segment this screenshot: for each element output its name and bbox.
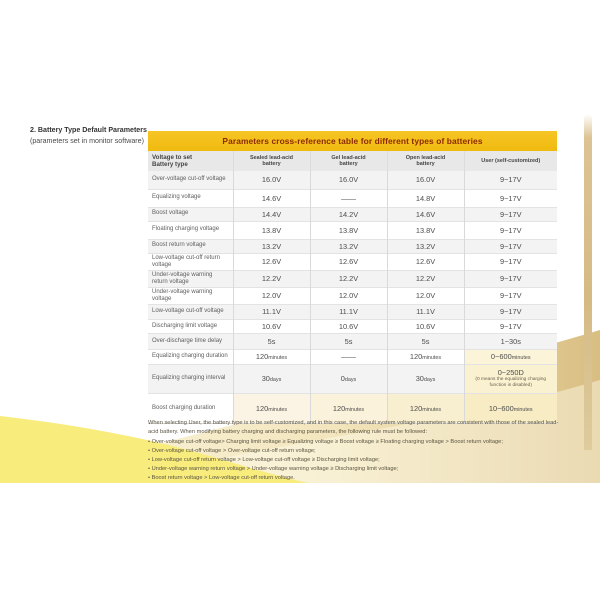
cell: 0~600minutes bbox=[464, 349, 557, 364]
cell: 12.6V bbox=[233, 253, 310, 270]
table-row bbox=[148, 349, 557, 364]
row-label: Discharging limit voltage bbox=[148, 319, 233, 333]
footnote-rule: • Over-voltage cut-off voltage> Charging limit voltage ≥ Equalizing voltage ≥ Boost voltage ≥ Floating charging voltage > Boost return voltage; bbox=[148, 438, 562, 447]
cell: 12.2V bbox=[310, 270, 387, 287]
cell: 10~600minutes bbox=[464, 393, 557, 423]
cell: 14.4V bbox=[233, 207, 310, 221]
cell-note: (0 means the equalizing charging function is disabled) bbox=[475, 377, 547, 389]
footnote-rule: • Over-voltage cut-off voltage > Over-voltage cut-off return voltage; bbox=[148, 447, 562, 456]
table-row bbox=[148, 207, 557, 221]
cell: 9~17V bbox=[464, 253, 557, 270]
footnote-rules bbox=[148, 438, 562, 483]
row-label: Boost charging duration bbox=[148, 393, 233, 423]
header-user-customized: User (self-customized) bbox=[464, 151, 557, 171]
cell: 14.6V bbox=[387, 207, 464, 221]
cell: 12.0V bbox=[387, 287, 464, 304]
row-label: Low-voltage cut-off return voltage bbox=[148, 253, 233, 270]
cell: —— bbox=[310, 189, 387, 207]
footnote-rule: • Under-voltage warning return voltage > Under-voltage warning voltage ≥ Discharging limit voltage; bbox=[148, 465, 562, 474]
table-row bbox=[148, 364, 557, 393]
footnote bbox=[148, 419, 562, 483]
row-label: Floating charging voltage bbox=[148, 221, 233, 239]
cell: 13.2V bbox=[310, 239, 387, 253]
cell: 5s bbox=[310, 333, 387, 349]
footnote-rule: • Boost return voltage > Low-voltage cut-off return voltage. bbox=[148, 474, 562, 483]
table-row bbox=[148, 189, 557, 207]
cell: 12.6V bbox=[387, 253, 464, 270]
cell: 30days bbox=[387, 364, 464, 393]
cell: 9~17V bbox=[464, 304, 557, 319]
cell: 13.8V bbox=[310, 221, 387, 239]
row-label: Equalizing voltage bbox=[148, 189, 233, 207]
cell: 9~17V bbox=[464, 239, 557, 253]
table-row bbox=[148, 319, 557, 333]
cell: 12.2V bbox=[387, 270, 464, 287]
row-label: Low-voltage cut-off voltage bbox=[148, 304, 233, 319]
cell: 5s bbox=[233, 333, 310, 349]
cell: 9~17V bbox=[464, 270, 557, 287]
table-row bbox=[148, 304, 557, 319]
row-label: Boost return voltage bbox=[148, 239, 233, 253]
parameters-table bbox=[148, 131, 557, 424]
header-sealed-lead-acid: Sealed lead-acid battery bbox=[233, 151, 310, 171]
cell: 1~30s bbox=[464, 333, 557, 349]
cell: 16.0V bbox=[387, 171, 464, 189]
cell: 10.6V bbox=[387, 319, 464, 333]
cell: 10.6V bbox=[233, 319, 310, 333]
cell: 16.0V bbox=[310, 171, 387, 189]
section-caption bbox=[30, 125, 152, 147]
cell: 9~17V bbox=[464, 287, 557, 304]
table-row bbox=[148, 333, 557, 349]
row-label: Under-voltage warning voltage bbox=[148, 287, 233, 304]
row-label: Equalizing charging duration bbox=[148, 349, 233, 364]
row-label: Equalizing charging interval bbox=[148, 364, 233, 393]
cell: 11.1V bbox=[310, 304, 387, 319]
cell: 12.0V bbox=[310, 287, 387, 304]
section-caption-title: 2. Battery Type Default Parameters bbox=[30, 126, 147, 134]
cell: 120minutes bbox=[233, 349, 310, 364]
cell: 5s bbox=[387, 333, 464, 349]
row-label: Boost voltage bbox=[148, 207, 233, 221]
cell: 10.6V bbox=[310, 319, 387, 333]
table-row bbox=[148, 287, 557, 304]
cell: 120minutes bbox=[310, 393, 387, 423]
cell: 11.1V bbox=[233, 304, 310, 319]
cell: —— bbox=[310, 349, 387, 364]
table-title: Parameters cross-reference table for different types of batteries bbox=[148, 131, 557, 151]
cell: 9~17V bbox=[464, 171, 557, 189]
cell: 12.0V bbox=[233, 287, 310, 304]
cell: 9~17V bbox=[464, 189, 557, 207]
cell: 30days bbox=[233, 364, 310, 393]
footnote-intro: When selecting User, the battery type is to be self-customized, and in this case, the default system voltage parameters are consistent with those of the sealed lead-acid battery. When modifying battery charging and discharging parameters, the following rule must be followed: bbox=[148, 420, 559, 435]
header-open-lead-acid: Open lead-acid battery bbox=[387, 151, 464, 171]
cell: 13.2V bbox=[387, 239, 464, 253]
cell: 0~250D (0 means the equalizing charging function is disabled) bbox=[464, 364, 557, 393]
cell: 120minutes bbox=[233, 393, 310, 423]
battery-parameters-table bbox=[148, 151, 557, 424]
row-label: Over-discharge time delay bbox=[148, 333, 233, 349]
cell: 16.0V bbox=[233, 171, 310, 189]
cell: 120minutes bbox=[387, 393, 464, 423]
cell: 14.6V bbox=[233, 189, 310, 207]
table-row bbox=[148, 253, 557, 270]
cell: 9~17V bbox=[464, 319, 557, 333]
table-row bbox=[148, 270, 557, 287]
cell: 12.6V bbox=[310, 253, 387, 270]
table-row bbox=[148, 239, 557, 253]
table-row bbox=[148, 221, 557, 239]
row-label: Over-voltage cut-off voltage bbox=[148, 171, 233, 189]
cell: 9~17V bbox=[464, 221, 557, 239]
cell: 0days bbox=[310, 364, 387, 393]
table-row bbox=[148, 171, 557, 189]
header-gel-lead-acid: Gel lead-acid battery bbox=[310, 151, 387, 171]
cell: 12.2V bbox=[233, 270, 310, 287]
row-label: Under-voltage warning return voltage bbox=[148, 270, 233, 287]
section-caption-subtitle: (parameters set in monitor software) bbox=[30, 136, 144, 145]
cell: 13.2V bbox=[233, 239, 310, 253]
cell: 14.2V bbox=[310, 207, 387, 221]
header-voltage-battery-type: Voltage to set Battery type bbox=[148, 151, 233, 171]
footnote-rule: • Low-voltage cut-off return voltage > Low-voltage cut-off voltage ≥ Discharging limit voltage; bbox=[148, 456, 562, 465]
page-edge-strip bbox=[584, 114, 592, 450]
cell: 9~17V bbox=[464, 207, 557, 221]
table-header-row bbox=[148, 151, 557, 171]
cell: 14.8V bbox=[387, 189, 464, 207]
cell: 120minutes bbox=[387, 349, 464, 364]
cell: 13.8V bbox=[387, 221, 464, 239]
cell: 13.8V bbox=[233, 221, 310, 239]
cell: 11.1V bbox=[387, 304, 464, 319]
